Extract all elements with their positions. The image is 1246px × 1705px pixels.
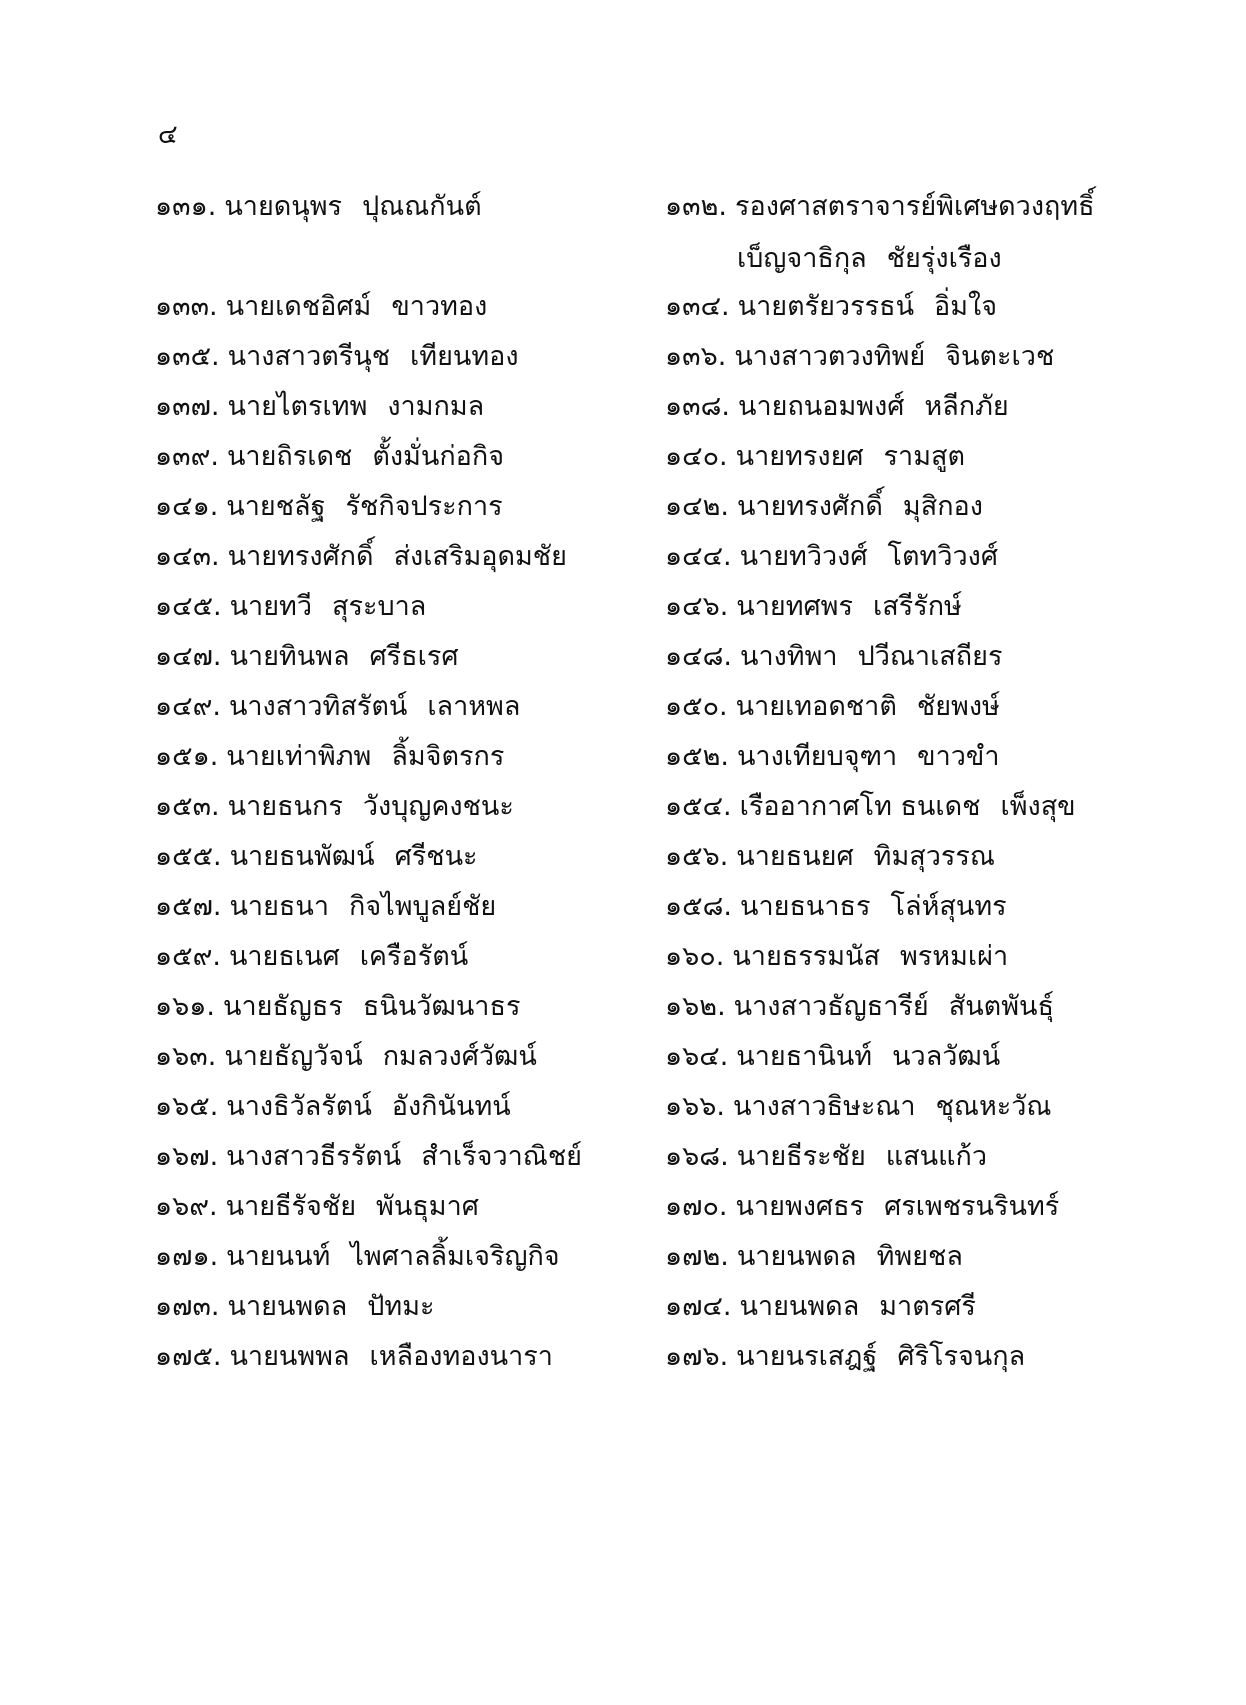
- entry-surname: เลาหพล: [427, 691, 521, 722]
- entry-given-name: นายถิรเดช: [226, 441, 353, 472]
- entry-given-name: นายธัญวัจน์: [224, 1041, 363, 1072]
- name-entry: [665, 740, 1000, 774]
- name-entry: [665, 940, 1008, 974]
- entry-given-name: นายธเนศ: [228, 941, 340, 972]
- name-entry: [665, 890, 1007, 924]
- entry-given-name: นายทรงศักดิ์: [227, 541, 374, 572]
- entry-number: ๑๕๙.: [155, 941, 221, 972]
- name-entry: [665, 690, 1000, 724]
- entry-given-name: นายนพดล: [227, 1291, 348, 1322]
- entry-given-name: นายทวี: [229, 591, 312, 622]
- entry-surname: สันตพันธุ์: [948, 991, 1054, 1022]
- entry-surname: กมลวงศ์วัฒน์: [382, 1041, 537, 1072]
- entry-surname: ไพศาลลิ้มเจริญกิจ: [350, 1241, 560, 1272]
- name-entry: [665, 790, 1076, 824]
- entry-number: ๑๖๗.: [155, 1141, 219, 1172]
- entry-given-name: นายธนา: [229, 891, 330, 922]
- entry-surname: แสนแก้ว: [885, 1141, 988, 1172]
- entry-surname: ลิ้มจิตรกร: [391, 741, 505, 772]
- name-entry: [155, 740, 504, 774]
- name-entry: [155, 640, 459, 674]
- entry-given-name: นายเทอดชาติ: [735, 691, 897, 722]
- name-entry: [665, 290, 997, 324]
- entry-number: ๑๖๓.: [155, 1041, 217, 1072]
- entry-surname: จินตะเวช: [945, 341, 1055, 372]
- entry-given-name: นายถนอมพงศ์: [738, 391, 905, 422]
- entry-surname: ขาวทอง: [391, 291, 488, 322]
- entry-number: ๑๓๙.: [155, 441, 219, 472]
- entry-given-name: นายธนพัฒน์: [229, 841, 375, 872]
- entry-number: ๑๔๕.: [155, 591, 222, 622]
- name-entry: [665, 640, 1002, 674]
- entry-given-name: นายพงศธร: [735, 1191, 865, 1222]
- entry-number: ๑๗๖.: [665, 1341, 729, 1372]
- entry-surname: เทียนทอง: [410, 341, 519, 372]
- name-entry: [155, 890, 496, 924]
- entry-given-name: นางสาวธีรรัตน์: [226, 1141, 402, 1172]
- entry-number: ๑๖๒.: [665, 991, 726, 1022]
- entry-given-name: นายนพดล: [736, 1241, 857, 1272]
- name-entry: [665, 1240, 963, 1274]
- entry-surname: ทิพยชล: [876, 1241, 963, 1272]
- entry-surname: สำเร็จวาณิชย์: [421, 1141, 582, 1172]
- entry-given-name: นายธนยศ: [736, 841, 854, 872]
- entry-surname: หลีกภัย: [924, 391, 1009, 422]
- entry-given-name: นางสาวตรีนุช: [227, 341, 391, 372]
- entry-given-name: นางเทียบจุฑา: [736, 741, 898, 772]
- entry-number: ๑๗๕.: [155, 1341, 222, 1372]
- entry-number: ๑๔๖.: [665, 591, 729, 622]
- name-entry: [155, 390, 484, 424]
- entry-surname: โล่ห์สุนทร: [890, 891, 1007, 922]
- entry-surname: เสรีรักษ์: [872, 591, 962, 622]
- entry-number: ๑๖๖.: [665, 1091, 725, 1122]
- name-entry: [155, 1340, 553, 1374]
- name-entry: [665, 340, 1054, 374]
- entry-continuation-surname: ชัยรุ่งเรือง: [886, 243, 1002, 274]
- entry-number: ๑๖๔.: [665, 1041, 729, 1072]
- name-entry: [665, 1190, 1059, 1224]
- entry-surname: อิ่มใจ: [934, 291, 998, 322]
- entry-given-name: นายธีรัจชัย: [225, 1191, 357, 1222]
- entry-number: ๑๖๕.: [155, 1091, 219, 1122]
- entry-surname: เหลืองทองนารา: [369, 1341, 553, 1372]
- entry-number: ๑๓๖.: [665, 341, 727, 372]
- name-entry: [155, 940, 468, 974]
- entry-surname: ปุณณกันต์: [362, 191, 482, 222]
- entry-number: ๑๓๒.: [665, 191, 727, 222]
- entry-surname: ชัยพงษ์: [916, 691, 1000, 722]
- entry-given-name: นายทรงยศ: [735, 441, 864, 472]
- entry-surname: กิจไพบูลย์ชัย: [349, 891, 497, 922]
- entry-given-name: นางธิวัลรัตน์: [226, 1091, 372, 1122]
- entry-given-name: นางสาวธิษะณา: [733, 1091, 916, 1122]
- entry-number: ๑๔๑.: [155, 491, 219, 522]
- entry-number: ๑๗๐.: [665, 1191, 728, 1222]
- entry-surname: ธนินวัฒนาธร: [362, 991, 521, 1022]
- entry-given-name: นางสาวตวงทิพย์: [734, 341, 926, 372]
- entry-number: ๑๓๓.: [155, 291, 218, 322]
- name-entry: [155, 440, 504, 474]
- entry-surname: พรหมเผ่า: [900, 941, 1009, 972]
- entry-surname: ขาวขำ: [917, 741, 1000, 772]
- entry-given-name: นายไตรเทพ: [227, 391, 368, 422]
- name-entry: [155, 990, 520, 1024]
- entry-surname: เครือรัตน์: [359, 941, 469, 972]
- entry-given-name: นายธนกร: [227, 791, 343, 822]
- entry-surname: ทิมสุวรรณ: [873, 841, 995, 872]
- entry-surname: ตั้งมั่นก่อกิจ: [372, 441, 505, 472]
- name-entry: [155, 840, 478, 874]
- entry-given-name: นายนพพล: [229, 1341, 350, 1372]
- entry-given-name: นายตรัยวรรธน์: [737, 291, 915, 322]
- entry-given-name: นายนรเสฎฐ์: [736, 1341, 878, 1372]
- entry-surname: ปวีณาเสถียร: [857, 641, 1003, 672]
- entry-surname: ศรีชนะ: [394, 841, 478, 872]
- name-entry: [155, 1040, 537, 1074]
- entry-surname: เพ็งสุข: [1000, 791, 1076, 822]
- entry-surname: งามกมล: [387, 391, 485, 422]
- name-entry: [665, 590, 962, 624]
- entry-number: ๑๕๒.: [665, 741, 729, 772]
- entry-number: ๑๗๒.: [665, 1241, 729, 1272]
- entry-number: ๑๕๓.: [155, 791, 220, 822]
- name-entry: [665, 490, 983, 524]
- name-entry: [155, 1140, 582, 1174]
- entry-number: ๑๔๘.: [665, 641, 732, 672]
- entry-surname: ส่งเสริมอุดมชัย: [393, 541, 567, 572]
- name-entry: [155, 790, 514, 824]
- entry-number: ๑๕๗.: [155, 891, 222, 922]
- entry-given-name: นางสาวทิสรัตน์: [228, 691, 408, 722]
- entry-given-name: นายธรรมนัส: [732, 941, 880, 972]
- entry-continuation: [737, 242, 1115, 276]
- name-entry: [155, 690, 520, 724]
- entry-surname: มาตรศรี: [879, 1291, 976, 1322]
- entry-number: ๑๔๓.: [155, 541, 220, 572]
- name-entry: [155, 340, 519, 374]
- entry-surname: มุสิกอง: [902, 491, 983, 522]
- entry-number: ๑๔๔.: [665, 541, 732, 572]
- name-entry: [665, 440, 965, 474]
- name-entry: [155, 490, 503, 524]
- entry-number: ๑๕๖.: [665, 841, 729, 872]
- entry-number: ๑๖๑.: [155, 991, 215, 1022]
- entry-number: ๑๔๐.: [665, 441, 728, 472]
- name-entry: [665, 990, 1054, 1024]
- name-entry: [665, 840, 995, 874]
- entry-surname: รัชกิจประการ: [345, 491, 503, 522]
- entry-surname: ศรีธเรศ: [369, 641, 459, 672]
- name-entry: [155, 290, 487, 324]
- entry-surname: รามสูต: [883, 441, 966, 472]
- entry-number: ๑๕๑.: [155, 741, 219, 772]
- entry-surname: พันธุมาศ: [376, 1191, 479, 1222]
- entry-number: ๑๓๑.: [155, 191, 217, 222]
- entry-number: ๑๓๘.: [665, 391, 731, 422]
- entry-surname: ปัทมะ: [367, 1291, 435, 1322]
- entry-given-name: นายทวิวงศ์: [739, 541, 868, 572]
- entry-surname: วังบุญคงชนะ: [362, 791, 514, 822]
- entry-surname: ชุณหะวัณ: [935, 1091, 1052, 1122]
- name-entry: [155, 190, 482, 224]
- entry-number: ๑๓๗.: [155, 391, 220, 422]
- entry-surname: ศรเพชรนรินทร์: [884, 1191, 1060, 1222]
- entry-given-name: นายชลัฐ: [226, 491, 326, 522]
- entry-number: ๑๗๔.: [665, 1291, 732, 1322]
- entry-number: ๑๗๑.: [155, 1241, 219, 1272]
- name-entry: [665, 190, 1115, 276]
- name-entry: [665, 1340, 1025, 1374]
- entry-number: ๑๔๗.: [155, 641, 222, 672]
- name-entry: [155, 540, 567, 574]
- entry-number: ๑๖๘.: [665, 1141, 729, 1172]
- name-entry: [155, 1090, 511, 1124]
- entry-surname: ศิริโรจนกุล: [897, 1341, 1026, 1372]
- entry-surname: นวลวัฒน์: [892, 1041, 1001, 1072]
- entry-given-name: นายนนท์: [226, 1241, 331, 1272]
- entry-surname: อังกินันทน์: [391, 1091, 511, 1122]
- entry-given-name: นางทิพา: [740, 641, 838, 672]
- entry-given-name: นายทินพล: [229, 641, 350, 672]
- name-entry: [665, 390, 1009, 424]
- entry-given-name: นางสาวธัญธารีย์: [733, 991, 929, 1022]
- entry-number: ๑๕๘.: [665, 891, 732, 922]
- entry-given-name: นายเท่าพิภพ: [226, 741, 372, 772]
- entry-given-name: นายธนาธร: [740, 891, 871, 922]
- entry-given-name: นายเดชอิศม์: [225, 291, 372, 322]
- name-entry: [665, 1040, 1000, 1074]
- entry-given-name: นายดนุพร: [224, 191, 343, 222]
- page-number: ๔: [158, 120, 178, 150]
- entry-given-name: นายธีระชัย: [736, 1141, 866, 1172]
- name-entry: [665, 540, 998, 574]
- entry-number: ๑๔๙.: [155, 691, 221, 722]
- entry-number: ๑๔๒.: [665, 491, 729, 522]
- name-entry: [155, 1240, 560, 1274]
- name-entry: [155, 1290, 435, 1324]
- entry-number: ๑๕๕.: [155, 841, 222, 872]
- entry-number: ๑๓๕.: [155, 341, 220, 372]
- entry-number: ๑๖๐.: [665, 941, 725, 972]
- entry-number: ๑๖๙.: [155, 1191, 218, 1222]
- entry-given-name: นายทศพร: [736, 591, 853, 622]
- entry-number: ๑๕๔.: [665, 791, 732, 822]
- entry-given-name: นายธัญธร: [223, 991, 343, 1022]
- entry-number: ๑๗๓.: [155, 1291, 220, 1322]
- name-entry: [155, 590, 426, 624]
- name-entry: [155, 1190, 479, 1224]
- entry-given-name: นายธานินท์: [736, 1041, 873, 1072]
- entry-given-name: นายนพดล: [739, 1291, 860, 1322]
- entry-continuation-given: เบ็ญจาธิกุล: [737, 243, 867, 274]
- entry-surname: โตทวิวงศ์: [887, 541, 998, 572]
- entry-surname: สุระบาล: [332, 591, 427, 622]
- entry-given-name: เรืออากาศโท ธนเดช: [739, 791, 981, 822]
- name-entry: [665, 1090, 1051, 1124]
- entry-number: ๑๕๐.: [665, 691, 728, 722]
- entry-number: ๑๓๔.: [665, 291, 730, 322]
- entry-given-name: นายทรงศักดิ์: [736, 491, 883, 522]
- name-entry: [665, 1140, 987, 1174]
- name-entry: [665, 1290, 976, 1324]
- entry-given-name: รองศาสตราจารย์พิเศษดวงฤทธิ์: [734, 191, 1095, 222]
